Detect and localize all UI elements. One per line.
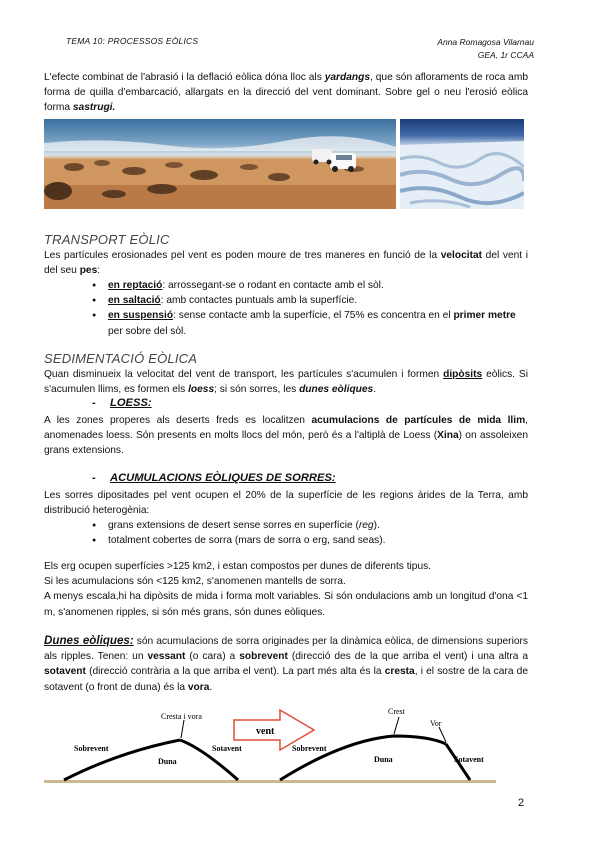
dunes-paragraph	[44, 633, 528, 695]
transport-paragraph	[44, 248, 528, 278]
header-author-block	[437, 36, 534, 62]
yardangs-photo	[44, 119, 396, 209]
term-primer-metre: primer metre	[453, 310, 516, 322]
term-dunes-eoliques: dunes eòliques	[299, 384, 374, 396]
term-sotavent: sotavent	[44, 666, 86, 678]
term-sobrevent: sobrevent	[239, 651, 288, 663]
term-velocitat: velocitat	[440, 250, 483, 261]
sedimentacio-text: Quan disminueix la velocitat del vent de transport, les partícules s'acumulen i formen	[44, 369, 444, 380]
header-chapter-title: TEMA 10: PROCESSOS EÒLICS	[66, 36, 199, 46]
item-text: per sobre del sòl.	[108, 325, 187, 337]
list-item	[92, 278, 528, 293]
page-number: 2	[518, 797, 525, 809]
snow-landscape-image	[400, 119, 524, 209]
transport-text: Les partícules erosionades pel vent es poden moure de tres maneres en funció de la	[44, 250, 441, 261]
vor-pointer	[439, 727, 446, 742]
term-reptacio: en reptació	[108, 280, 163, 291]
heading-sedimentacio-eolica: SEDIMENTACIÓ EÒLICA	[44, 351, 198, 366]
dunes-text: són acumulacions de sorra originades per la dinàmica eòlica, de dimensions superiors als ripples. Tenen: un	[44, 636, 528, 663]
label-sotavent-right: Sotavent	[454, 755, 484, 764]
term-diposits: dipòsits	[443, 369, 483, 380]
sastrugi-photo	[400, 119, 524, 209]
list-item	[92, 293, 528, 308]
list-item	[92, 533, 528, 548]
loess-dash: -	[92, 397, 96, 409]
label-sotavent-left: Sotavent	[212, 744, 242, 753]
term-acumulacions-llim: acumulacions de partícules de mida llim	[311, 415, 526, 426]
header-author: Anna Romagosa Vilarnau	[437, 37, 534, 47]
intro-paragraph	[44, 70, 528, 116]
loess-text: A les zones properes als deserts freds es localitzen	[44, 415, 312, 426]
mantells-text: Si les acumulacions són <125 km2, s'anomenen mantells de sorra.	[44, 576, 346, 588]
dunes-text: .	[209, 681, 213, 693]
dunes-text: , i el sostre de la cara de sotavent (o front de duna) és la	[44, 666, 528, 693]
dunes-text: (o cara) a	[185, 651, 240, 663]
list-item	[92, 308, 528, 338]
loess-paragraph	[44, 413, 528, 459]
erg-paragraph	[44, 559, 528, 620]
heading-dunes-eoliques: Dunes eòliques:	[44, 634, 134, 647]
term-suspensio: en suspensió	[108, 310, 174, 322]
label-duna-left: Duna	[158, 757, 177, 766]
item-text: : arrossegant-se o rodant en contacte amb el sòl.	[162, 280, 384, 291]
intro-text: , que són afloraments de roca amb forma de quilla d'embarcació, allargats en la direcció del vent dominant. Sobre gel o neu l'erosió eòlica forma	[44, 72, 529, 114]
heading-loess: LOESS:	[110, 397, 152, 409]
term-loess: loess	[188, 384, 215, 396]
label-vor: Vor	[430, 719, 442, 728]
sedimentacio-paragraph	[44, 367, 528, 397]
dunes-text: (direcció contrària a la que arriba el vent). La part més alta és la	[85, 666, 385, 678]
desert-landscape-image	[44, 119, 396, 209]
label-sobrevent-left: Sobrevent	[74, 744, 109, 753]
list-item	[92, 518, 528, 533]
erg-text: Els erg ocupen superfícies >125 km2, i estan compostos per dunes de diferents tipus.	[44, 561, 432, 572]
item-text: ).	[373, 520, 380, 531]
term-yardangs: yardangs	[324, 72, 371, 83]
heading-acumulacions-sorres: ACUMULACIONS EÒLIQUES DE SORRES:	[110, 472, 336, 484]
term-reg: reg	[358, 520, 374, 531]
term-pes: pes	[79, 265, 98, 277]
ground-line	[44, 780, 496, 783]
intro-text: L'efecte combinat de l'abrasió i la deflació eòlica dóna lloc als	[44, 72, 325, 83]
heading-transport-eolic: TRANSPORT EÒLIC	[44, 232, 170, 247]
term-xina: Xina	[437, 430, 459, 442]
sedimentacio-text: .	[373, 384, 377, 396]
term-saltacio: en saltació	[108, 295, 161, 307]
erg-types-list	[92, 518, 528, 548]
transport-text: :	[97, 265, 101, 277]
transport-modes-list	[92, 278, 528, 339]
loess-text: ) on assoleixen grans extensions.	[44, 430, 528, 457]
transport-text: del vent i del seu	[44, 250, 528, 277]
acumulacions-paragraph: Les sorres dipositades pel vent ocupen el 20% de la superfície de les regions àrides de la Terra, amb distribució heterogènia:	[44, 490, 528, 517]
item-text: : sense contacte amb la superfície, el 75% es concentra en el	[173, 310, 454, 322]
loess-text: , anomenades loess. Són presents en molts llocs del món, però és a l'altiplà de Loess (	[44, 415, 528, 442]
crest-pointer	[181, 720, 184, 738]
term-vessant: vessant	[147, 651, 186, 663]
term-cresta: cresta	[384, 666, 415, 678]
item-text: : amb contactes puntuals amb la superfície.	[160, 295, 358, 307]
item-text: grans extensions de desert sense sorres en superfície (	[108, 520, 359, 531]
term-vora: vora	[187, 681, 210, 693]
dunes-text: (direcció des de la que arriba el vent) i una altra a	[287, 651, 529, 663]
label-duna-right: Duna	[374, 755, 393, 764]
label-sobrevent-right: Sobrevent	[292, 744, 327, 753]
sedimentacio-text: ; si són sorres, les	[214, 384, 300, 396]
item-text: totalment cobertes de sorra (mars de sorra o erg, sand seas).	[108, 535, 386, 547]
acumulacions-dash: -	[92, 472, 96, 484]
header-course: GEA, 1r CCAA	[477, 50, 534, 60]
label-cresta-vora: Cresta i vora	[161, 712, 202, 721]
label-crest: Crest	[388, 707, 405, 716]
crest-pointer-right	[394, 717, 399, 734]
term-sastrugi: sastrugi.	[72, 102, 116, 114]
sedimentacio-text: eòlics. Si s'acumulen llims, es formen els	[44, 369, 528, 396]
label-vent: vent	[256, 726, 275, 737]
ripples-text: A menys escala,hi ha dipòsits de mida i forma molt variables. Si són ondulacions amb un longitud d'ona <1 m, s'anomenen ripples, si són més grans, són dunes eòliques.	[44, 591, 528, 618]
dune-diagram	[44, 700, 500, 790]
